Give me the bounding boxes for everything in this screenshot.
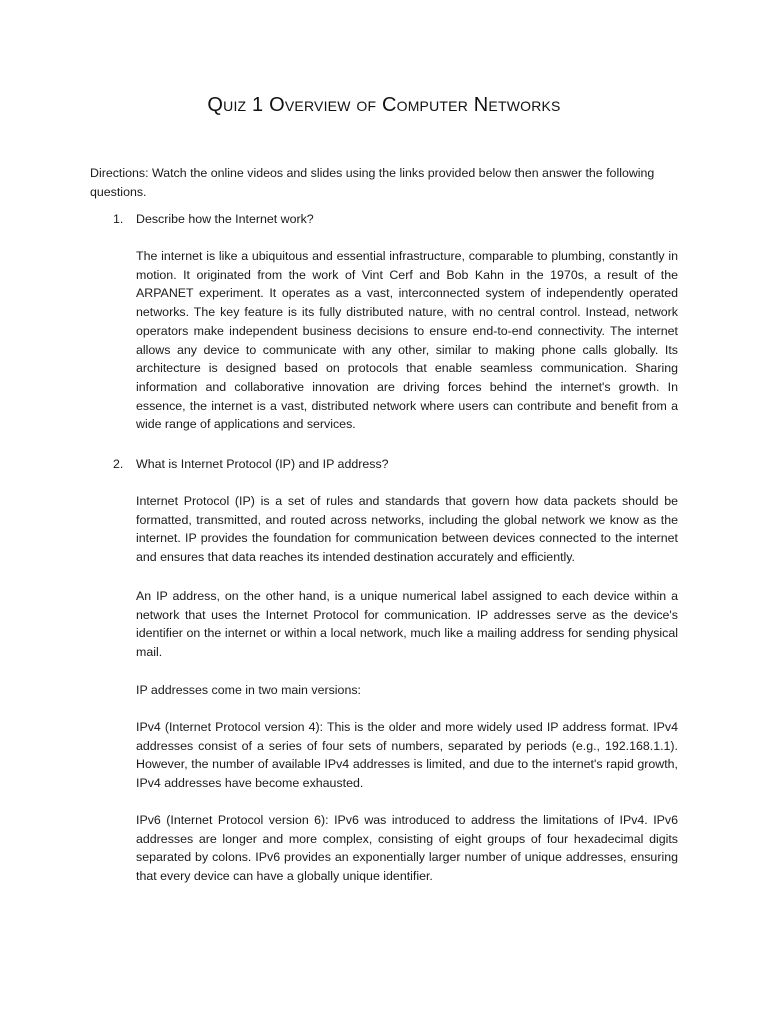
answer-paragraph: IPv6 (Internet Protocol version 6): IPv6 was introduced to address the limitations of IPv4. IPv6 addresses are longer and more complex, consisting of eight groups of four hexadecimal digits separated by colons. IPv6 provides an exponentially larger number of unique addresses, ensuring that every device can have a globally unique identifier. — [136, 813, 678, 884]
question-prompt: What is Internet Protocol (IP) and IP address? — [136, 457, 389, 471]
question-prompt: Describe how the Internet work? — [136, 212, 314, 226]
answer-paragraph: An IP address, on the other hand, is a unique numerical label assigned to each device within a network that uses the Internet Protocol for communication. IP addresses serve as the device's identifier on the internet or within a local network, much like a mailing address for sending physical mail. — [136, 589, 678, 660]
page-title: Quiz 1 Overview of Computer Networks — [207, 94, 561, 116]
question-number: 1. — [113, 212, 124, 226]
answer-paragraph: IPv4 (Internet Protocol version 4): This is the older and more widely used IP address format. IPv4 addresses consist of a series of four sets of numbers, separated by periods (e.g., 192.168.1.1). However, the number of available IPv4 addresses is limited, and due to the internet's rapid growth, IPv4 addresses have become exhausted. — [136, 720, 678, 791]
answer-paragraph: Internet Protocol (IP) is a set of rules and standards that govern how data packets should be formatted, transmitted, and routed across networks, including the global network we know as the internet. IP provides the foundation for communication between devices connected to the internet and ensures that data reaches its intended destination accurately and efficiently. — [136, 494, 678, 565]
answer-paragraph: IP addresses come in two main versions: — [136, 683, 361, 697]
directions-text: Directions: Watch the online videos and slides using the links provided below then answer the following questions. — [90, 166, 655, 199]
question-number: 2. — [113, 457, 124, 471]
answer-paragraph: The internet is like a ubiquitous and essential infrastructure, comparable to plumbing, constantly in motion. It originated from the work of Vint Cerf and Bob Kahn in the 1970s, a result of the ARPANET experiment. It operates as a vast, interconnected system of independently operated networks. The key feature is its fully distributed nature, with no central control. Instead, network operators make independent business decisions to ensure end-to-end connectivity. The internet allows any device to communicate with any other, similar to making phone calls globally. Its architecture is designed based on protocols that enable seamless communication. Sharing information and collaborative innovation are driving forces behind the internet's growth. In essence, the internet is a vast, distributed network where users can contribute and benefit from a wide range of applications and services. — [136, 249, 678, 432]
